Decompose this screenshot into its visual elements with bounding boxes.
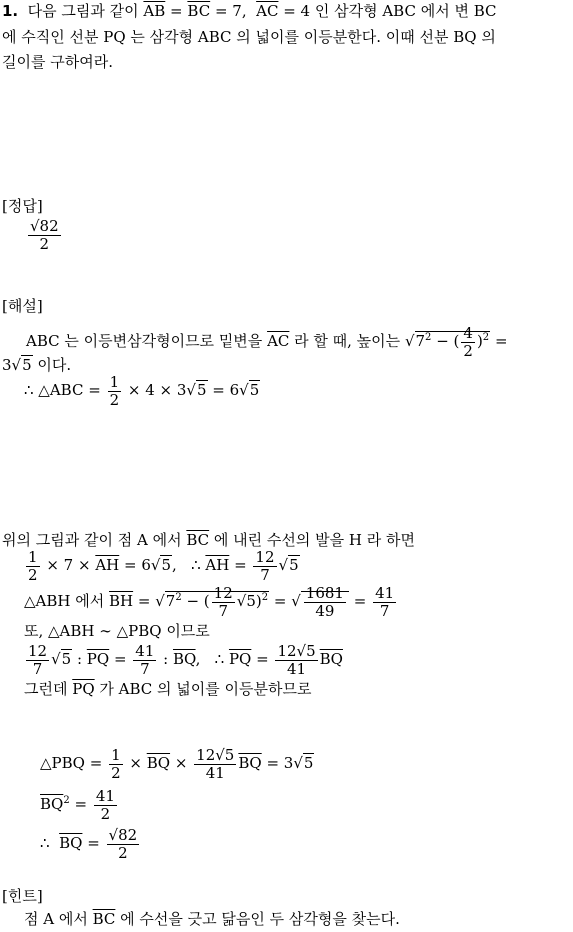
explanation-line-6: △ABH 에서 $\overline{BH} = √7^2$ − ( $\frac{12}{7}$ √5)$^2$ = √ $\frac{1681}{49}$ = $\frac{41}{7}$ — [24, 584, 395, 620]
problem-line-3: 길이를 구하여라. — [2, 53, 113, 71]
explanation-line-12: ∴ $\overline{BQ}$ = $\frac{√82}{2}$ — [40, 826, 138, 862]
answer-label: [정답] — [2, 197, 43, 215]
explanation-line-7: 또, △ABH ∼ △PBQ 이므로 — [24, 622, 210, 640]
answer-numerator: √82 — [30, 217, 59, 235]
problem-number: 1. — [2, 2, 19, 20]
explanation-label: [해설] — [2, 297, 43, 315]
hint-label: [힌트] — [2, 887, 43, 905]
explanation-line-1: ABC 는 이등변삼각형이므로 밑변을 $\overline{AC}$ 라 할 때, 높이는 $√7^2$ − ( $\frac{4}{2}$ )$^2$ = — [26, 324, 508, 360]
problem-line-2: 에 수직인 선분 PQ 는 삼각형 ABC 의 넓이를 이등분한다. 이때 선분 BQ 의 — [2, 28, 496, 46]
answer-value — [26, 218, 63, 252]
explanation-line-5: $\frac{1}{2}$ × $7 \times \overline{AH} = 6√5$, ∴ $\overline{AH}$ = $\frac{12}{7}$ √5 — [28, 548, 299, 584]
explanation-line-4: 위의 그림과 같이 점 A 에서 $\overline{BC}$ 에 내린 수선의 발을 H 라 하면 — [2, 531, 415, 549]
explanation-line-9: 그런데 $\overline{PQ}$ 가 ABC 의 넓이를 이등분하므로 — [24, 680, 312, 698]
explanation-line-2: 3√5 이다. — [2, 356, 72, 374]
hint-text: 점 A 에서 $\overline{BC}$ 에 수선을 긋고 닮음인 두 삼각형을 찾는다. — [24, 910, 400, 928]
problem-line-1: 1. 다음 그림과 같이 $\overline{AB} = \overline{BC} = 7$, $\overline{AC} = 4$ 인 삼각형 ABC 에서 변 BC — [2, 2, 497, 20]
explanation-line-3: ∴ △ABC = $\frac{1}{2}$ × 4 × 3√5 = 6√5 — [24, 373, 260, 409]
explanation-line-10: △PBQ = $\frac{1}{2}$ × $\overline{BQ}$ × $\frac{12√5}{41}$ $\overline{BQ} = 3√5$ — [40, 746, 314, 782]
explanation-line-8: $\frac{12}{7}$ √5 : $\overline{PQ}$ = $\frac{41}{7}$ : $\overline{BQ}$, ∴ $\overline{PQ}$ = $\frac{12√5}{41}$ $\overline{BQ}$ — [28, 642, 343, 678]
answer-denominator: 2 — [39, 234, 50, 253]
explanation-line-11: $\overline{BQ}^2$ = $\frac{41}{2}$ — [40, 787, 115, 823]
